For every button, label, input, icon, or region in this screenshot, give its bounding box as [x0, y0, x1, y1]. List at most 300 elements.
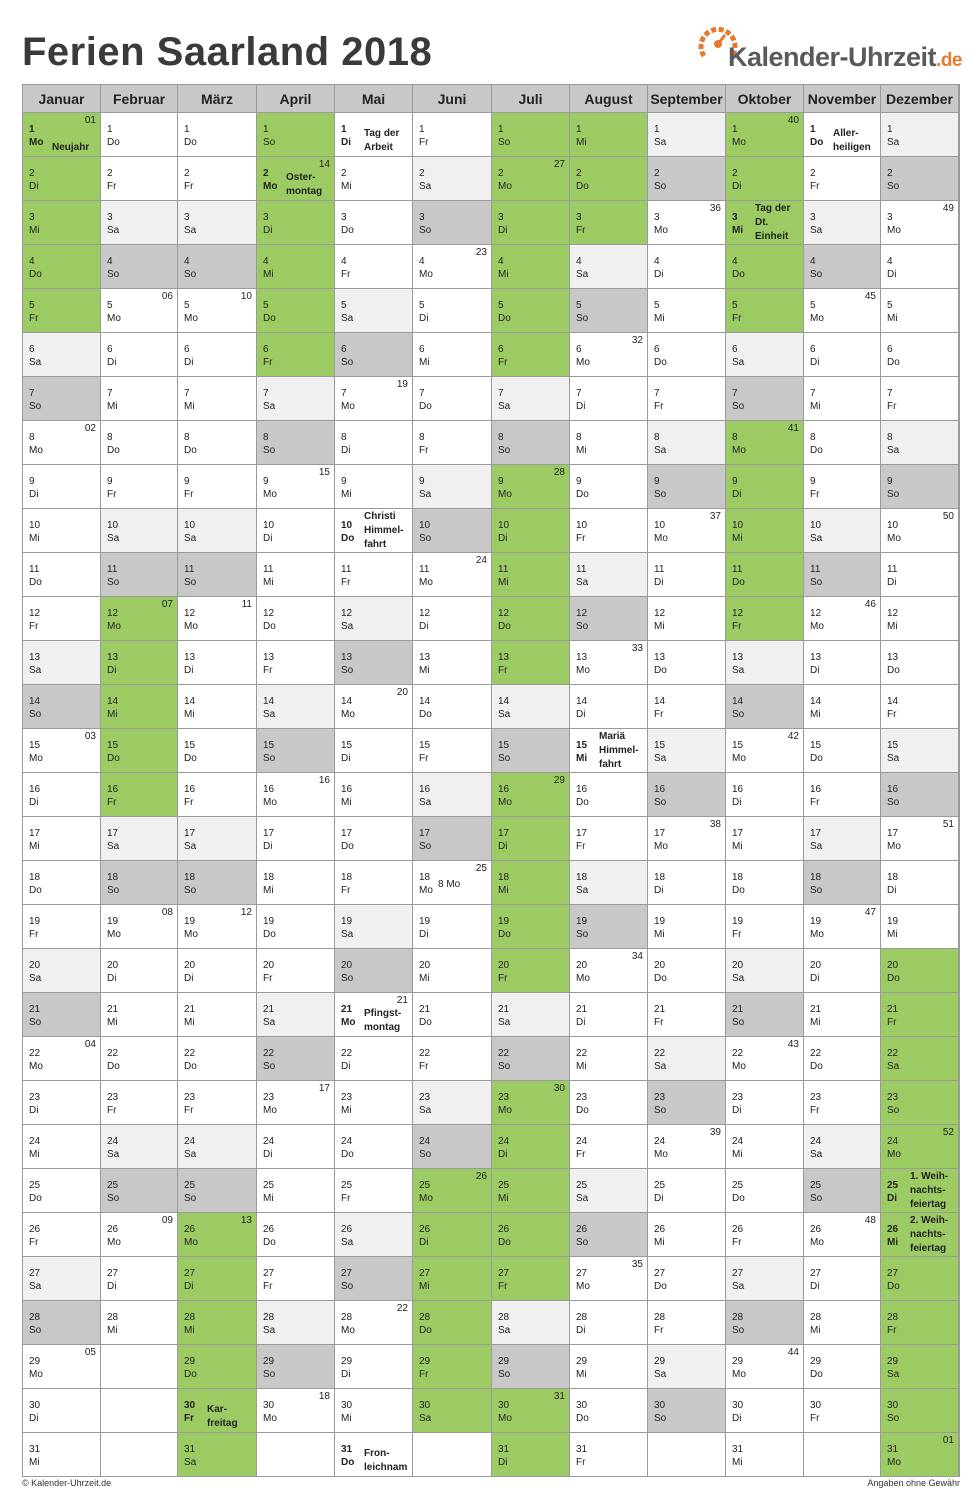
day-label: 25 Di: [887, 1180, 899, 1204]
month-header: Dezember: [881, 85, 959, 113]
day-label: 10 So: [419, 520, 432, 544]
day-label: 9 Fr: [184, 476, 194, 500]
day-cell: [23, 773, 101, 817]
day-label: 12 Mo: [810, 608, 824, 632]
day-cell: [178, 289, 257, 333]
day-cell: [648, 113, 726, 157]
empty-cell: [257, 1433, 335, 1477]
day-cell: [23, 333, 101, 377]
day-cell: [257, 509, 335, 553]
empty-cell: [648, 1433, 726, 1477]
week-number: 28: [553, 467, 565, 478]
day-cell: [335, 1213, 413, 1257]
day-cell: [804, 1125, 881, 1169]
day-cell: [648, 553, 726, 597]
day-label: 1 Do: [184, 124, 197, 148]
day-label: 26 Fr: [29, 1224, 41, 1248]
day-label: 5 Mo: [107, 300, 121, 324]
day-label: 26 Mo: [810, 1224, 824, 1248]
week-number: 36: [709, 203, 721, 214]
day-label: 25 So: [184, 1180, 197, 1204]
holiday-name: Mariä Himmel- fahrt: [599, 731, 639, 770]
day-label: 29 Do: [184, 1356, 197, 1380]
day-label: 28 Mo: [341, 1312, 355, 1336]
day-cell: [804, 1257, 881, 1301]
day-cell: [257, 465, 335, 509]
day-label: 13 Fr: [263, 652, 275, 676]
day-cell: [492, 1081, 570, 1125]
day-label: 12 Do: [498, 608, 511, 632]
day-label: 30 Fr: [184, 1400, 196, 1424]
day-cell: [804, 597, 881, 641]
day-cell: [492, 333, 570, 377]
day-cell: [492, 1037, 570, 1081]
day-label: 16 Fr: [107, 784, 119, 808]
day-label: 2 Mo: [498, 168, 512, 192]
day-cell: [726, 1037, 804, 1081]
day-label: 22 Mo: [29, 1048, 43, 1072]
day-cell: [726, 1213, 804, 1257]
day-cell: [804, 1345, 881, 1389]
day-label: 11 So: [107, 564, 120, 588]
day-label: 1 So: [263, 124, 276, 148]
day-cell: [648, 817, 726, 861]
week-number: 15: [318, 467, 330, 478]
holiday-name: Tag der Arbeit: [364, 128, 400, 153]
day-cell: [335, 1037, 413, 1081]
day-label: 28 Do: [419, 1312, 432, 1336]
day-label: 11 Di: [887, 564, 898, 588]
day-label: 10 Mi: [29, 520, 41, 544]
day-cell: [570, 1037, 648, 1081]
day-cell: [178, 1125, 257, 1169]
week-number: 50: [942, 511, 954, 522]
day-label: 18 Mo: [419, 872, 433, 896]
day-label: 14 Sa: [498, 696, 511, 720]
empty-cell: [804, 1433, 881, 1477]
day-label: 17 Mi: [732, 828, 744, 852]
day-cell: [257, 1301, 335, 1345]
day-cell: [804, 509, 881, 553]
day-label: 23 So: [654, 1092, 667, 1116]
day-label: 12 Mi: [887, 608, 899, 632]
day-cell: [648, 1213, 726, 1257]
day-label: 24 Sa: [810, 1136, 823, 1160]
day-cell: [23, 465, 101, 509]
day-cell: [726, 1125, 804, 1169]
day-label: 3 Mi: [732, 212, 744, 236]
day-cell: [492, 157, 570, 201]
day-cell: [492, 1213, 570, 1257]
day-label: 13 Fr: [498, 652, 510, 676]
week-number: 30: [553, 1083, 565, 1094]
week-number: 19: [396, 379, 408, 390]
holiday-name: Neujahr: [52, 142, 90, 153]
day-label: 11 Mi: [263, 564, 274, 588]
day-label: 30 So: [654, 1400, 667, 1424]
day-cell: [23, 1213, 101, 1257]
day-label: 23 Mo: [263, 1092, 277, 1116]
day-label: 13 Do: [654, 652, 667, 676]
day-cell: [881, 861, 959, 905]
day-label: 15 Mo: [732, 740, 746, 764]
week-number: 16: [318, 775, 330, 786]
day-label: 23 Sa: [419, 1092, 432, 1116]
week-number: 44: [787, 1347, 799, 1358]
day-label: 18 Mi: [263, 872, 275, 896]
day-label: 9 So: [887, 476, 900, 500]
holiday-name: 1. Weih- nachts- feiertag: [910, 1171, 949, 1210]
day-label: 14 Mi: [107, 696, 119, 720]
day-cell: [492, 1301, 570, 1345]
day-label: 30 Sa: [419, 1400, 432, 1424]
day-label: 7 Mi: [810, 388, 821, 412]
day-label: 30 Mo: [263, 1400, 277, 1424]
day-cell: [648, 289, 726, 333]
day-label: 18 So: [810, 872, 823, 896]
week-number: 41: [787, 423, 799, 434]
day-cell: [726, 157, 804, 201]
day-cell: [101, 465, 178, 509]
day-cell: [726, 993, 804, 1037]
day-cell: [178, 245, 257, 289]
day-cell: [804, 641, 881, 685]
day-cell: [570, 993, 648, 1037]
day-cell: [23, 1169, 101, 1213]
day-cell: [101, 1301, 178, 1345]
day-label: 27 Mo: [576, 1268, 590, 1292]
week-number: 07: [161, 599, 173, 610]
day-cell: [23, 597, 101, 641]
day-label: 21 So: [29, 1004, 42, 1028]
month-header: Januar: [23, 85, 101, 113]
day-label: 6 Fr: [263, 344, 273, 368]
day-label: 23 Mo: [498, 1092, 512, 1116]
day-label: 20 Di: [107, 960, 119, 984]
holiday-name: Tag der Dt. Einheit: [755, 203, 791, 242]
holiday-name: Fron- leichnam: [364, 1448, 408, 1473]
day-label: 24 Mi: [732, 1136, 744, 1160]
day-cell: [178, 685, 257, 729]
day-cell: [726, 685, 804, 729]
day-label: 3 Mi: [29, 212, 40, 236]
day-label: 8 Di: [341, 432, 351, 456]
day-label: 7 Mi: [107, 388, 118, 412]
day-cell: [101, 1125, 178, 1169]
day-cell: [881, 1213, 959, 1257]
day-label: 31 Di: [498, 1444, 510, 1468]
extra-mark: 8 Mo: [438, 879, 461, 890]
day-label: 6 Sa: [29, 344, 42, 368]
day-cell: [881, 993, 959, 1037]
week-number: 37: [709, 511, 721, 522]
week-number: 45: [864, 291, 876, 302]
day-label: 24 Mi: [29, 1136, 41, 1160]
day-label: 22 Mo: [732, 1048, 746, 1072]
day-label: 20 Sa: [732, 960, 745, 984]
day-cell: [413, 861, 492, 905]
day-cell: [804, 729, 881, 773]
day-label: 24 Di: [498, 1136, 510, 1160]
day-cell: [101, 861, 178, 905]
day-cell: [101, 641, 178, 685]
day-label: 15 Mo: [29, 740, 43, 764]
day-cell: [178, 729, 257, 773]
day-cell: [648, 245, 726, 289]
day-label: 9 Sa: [419, 476, 432, 500]
day-cell: [413, 421, 492, 465]
day-cell: [413, 333, 492, 377]
day-label: 25 Do: [732, 1180, 745, 1204]
day-label: 2 Di: [732, 168, 742, 192]
month-header: Juli: [492, 85, 570, 113]
day-cell: [570, 157, 648, 201]
day-cell: [178, 377, 257, 421]
day-cell: [413, 1345, 492, 1389]
day-label: 18 So: [184, 872, 197, 896]
day-label: 29 Fr: [419, 1356, 431, 1380]
day-label: 30 Fr: [810, 1400, 822, 1424]
day-label: 16 Do: [576, 784, 589, 808]
day-label: 28 Sa: [498, 1312, 511, 1336]
day-cell: [335, 553, 413, 597]
day-cell: [804, 201, 881, 245]
day-cell: [23, 905, 101, 949]
day-cell: [726, 1081, 804, 1125]
day-label: 26 Do: [498, 1224, 511, 1248]
week-number: 26: [475, 1171, 487, 1182]
day-cell: [726, 201, 804, 245]
day-cell: [648, 1037, 726, 1081]
day-cell: [178, 201, 257, 245]
day-cell: [570, 685, 648, 729]
day-cell: [413, 641, 492, 685]
day-label: 22 So: [263, 1048, 276, 1072]
day-label: 17 Fr: [576, 828, 588, 852]
day-cell: [23, 553, 101, 597]
day-cell: [413, 289, 492, 333]
day-cell: [570, 421, 648, 465]
day-label: 10 Mo: [654, 520, 668, 544]
day-label: 5 Di: [419, 300, 429, 324]
month-header: April: [257, 85, 335, 113]
day-label: 13 Mo: [576, 652, 590, 676]
day-label: 26 Sa: [341, 1224, 354, 1248]
day-cell: [648, 1345, 726, 1389]
day-cell: [570, 773, 648, 817]
day-label: 27 Di: [184, 1268, 196, 1292]
day-cell: [335, 377, 413, 421]
day-cell: [178, 861, 257, 905]
day-label: 15 Do: [810, 740, 823, 764]
day-cell: [881, 773, 959, 817]
day-cell: [413, 993, 492, 1037]
day-label: 30 Mo: [498, 1400, 512, 1424]
copyright-text: © Kalender-Uhrzeit.de: [22, 1478, 112, 1488]
day-label: 28 Fr: [654, 1312, 666, 1336]
day-label: 16 Mi: [341, 784, 353, 808]
day-cell: [648, 1125, 726, 1169]
holiday-name: Aller- heiligen: [833, 128, 871, 153]
day-cell: [492, 1433, 570, 1477]
day-label: 4 Do: [29, 256, 42, 280]
day-cell: [257, 1169, 335, 1213]
holiday-name: Oster- montag: [286, 172, 323, 197]
day-label: 19 Fr: [732, 916, 744, 940]
day-cell: [413, 817, 492, 861]
week-number: 29: [553, 775, 565, 786]
day-label: 27 Do: [654, 1268, 667, 1292]
day-label: 11 Sa: [576, 564, 589, 588]
day-label: 2 So: [887, 168, 900, 192]
day-cell: [726, 465, 804, 509]
day-label: 31 Sa: [184, 1444, 197, 1468]
day-label: 6 Di: [184, 344, 194, 368]
day-label: 11 Di: [654, 564, 665, 588]
day-cell: [257, 949, 335, 993]
day-cell: [178, 1433, 257, 1477]
day-label: 23 Fr: [107, 1092, 119, 1116]
day-cell: [23, 421, 101, 465]
day-label: 7 Sa: [263, 388, 276, 412]
day-label: 26 Mi: [654, 1224, 666, 1248]
day-label: 20 Do: [887, 960, 900, 984]
day-label: 29 Sa: [887, 1356, 900, 1380]
day-label: 16 Mo: [498, 784, 512, 808]
day-label: 25 Mo: [419, 1180, 433, 1204]
day-cell: [648, 333, 726, 377]
day-cell: [570, 377, 648, 421]
day-label: 21 Mi: [810, 1004, 822, 1028]
day-label: 1 Do: [107, 124, 120, 148]
day-label: 1 Mo: [732, 124, 746, 148]
day-label: 2 Mo: [263, 168, 278, 192]
day-label: 3 Di: [263, 212, 273, 236]
day-cell: [570, 553, 648, 597]
day-cell: [804, 1081, 881, 1125]
week-number: 04: [84, 1039, 96, 1050]
week-number: 08: [161, 907, 173, 918]
day-cell: [570, 113, 648, 157]
day-cell: [101, 201, 178, 245]
day-label: 15 Di: [341, 740, 353, 764]
day-cell: [726, 949, 804, 993]
day-cell: [413, 157, 492, 201]
day-cell: [101, 553, 178, 597]
day-cell: [804, 993, 881, 1037]
day-cell: [178, 421, 257, 465]
day-cell: [570, 1169, 648, 1213]
day-label: 7 Fr: [654, 388, 664, 412]
day-label: 13 Di: [184, 652, 196, 676]
day-label: 16 Sa: [419, 784, 432, 808]
day-cell: [726, 817, 804, 861]
day-cell: [335, 773, 413, 817]
day-label: 12 Do: [263, 608, 276, 632]
day-label: 28 Sa: [263, 1312, 276, 1336]
day-label: 22 Do: [810, 1048, 823, 1072]
day-label: 29 Do: [810, 1356, 823, 1380]
day-label: 19 Di: [419, 916, 431, 940]
day-label: 29 Mo: [29, 1356, 43, 1380]
page-title: Ferien Saarland 2018: [22, 30, 433, 74]
day-cell: [178, 817, 257, 861]
day-cell: [804, 553, 881, 597]
day-cell: [492, 905, 570, 949]
day-cell: [335, 993, 413, 1037]
day-cell: [257, 421, 335, 465]
day-label: 8 Do: [184, 432, 197, 456]
day-label: 6 Mo: [576, 344, 590, 368]
day-label: 29 So: [263, 1356, 276, 1380]
day-label: 27 Di: [107, 1268, 119, 1292]
day-cell: [101, 905, 178, 949]
day-cell: [23, 113, 101, 157]
day-cell: [101, 1213, 178, 1257]
day-cell: [335, 861, 413, 905]
day-cell: [648, 861, 726, 905]
day-cell: [257, 905, 335, 949]
week-number: 22: [396, 1303, 408, 1314]
day-label: 28 Di: [576, 1312, 588, 1336]
day-label: 30 Di: [732, 1400, 744, 1424]
day-cell: [492, 597, 570, 641]
day-label: 8 Sa: [654, 432, 667, 456]
day-cell: [257, 641, 335, 685]
day-cell: [101, 1169, 178, 1213]
day-label: 8 Do: [810, 432, 823, 456]
day-cell: [570, 861, 648, 905]
week-number: 23: [475, 247, 487, 258]
day-label: 14 Do: [419, 696, 432, 720]
day-label: 18 Sa: [576, 872, 589, 896]
day-cell: [726, 509, 804, 553]
day-label: 20 Mi: [419, 960, 431, 984]
day-cell: [335, 1081, 413, 1125]
day-cell: [492, 729, 570, 773]
day-cell: [257, 333, 335, 377]
day-cell: [257, 1345, 335, 1389]
day-cell: [413, 509, 492, 553]
day-cell: [335, 289, 413, 333]
day-cell: [492, 773, 570, 817]
day-label: 28 So: [29, 1312, 42, 1336]
day-label: 3 Fr: [576, 212, 586, 236]
day-cell: [101, 597, 178, 641]
day-cell: [648, 157, 726, 201]
day-label: 2 Di: [29, 168, 39, 192]
day-cell: [413, 1037, 492, 1081]
day-cell: [257, 377, 335, 421]
day-label: 10 Sa: [810, 520, 823, 544]
day-cell: [881, 1081, 959, 1125]
day-cell: [804, 773, 881, 817]
day-cell: [492, 817, 570, 861]
day-label: 26 Fr: [732, 1224, 744, 1248]
day-cell: [881, 685, 959, 729]
day-cell: [648, 201, 726, 245]
day-cell: [492, 1257, 570, 1301]
day-label: 11 Mi: [498, 564, 509, 588]
day-cell: [726, 773, 804, 817]
day-cell: [804, 1301, 881, 1345]
day-label: 8 So: [498, 432, 511, 456]
day-label: 24 So: [419, 1136, 432, 1160]
day-label: 7 Mo: [341, 388, 355, 412]
day-label: 16 So: [887, 784, 900, 808]
day-cell: [101, 685, 178, 729]
day-cell: [257, 245, 335, 289]
